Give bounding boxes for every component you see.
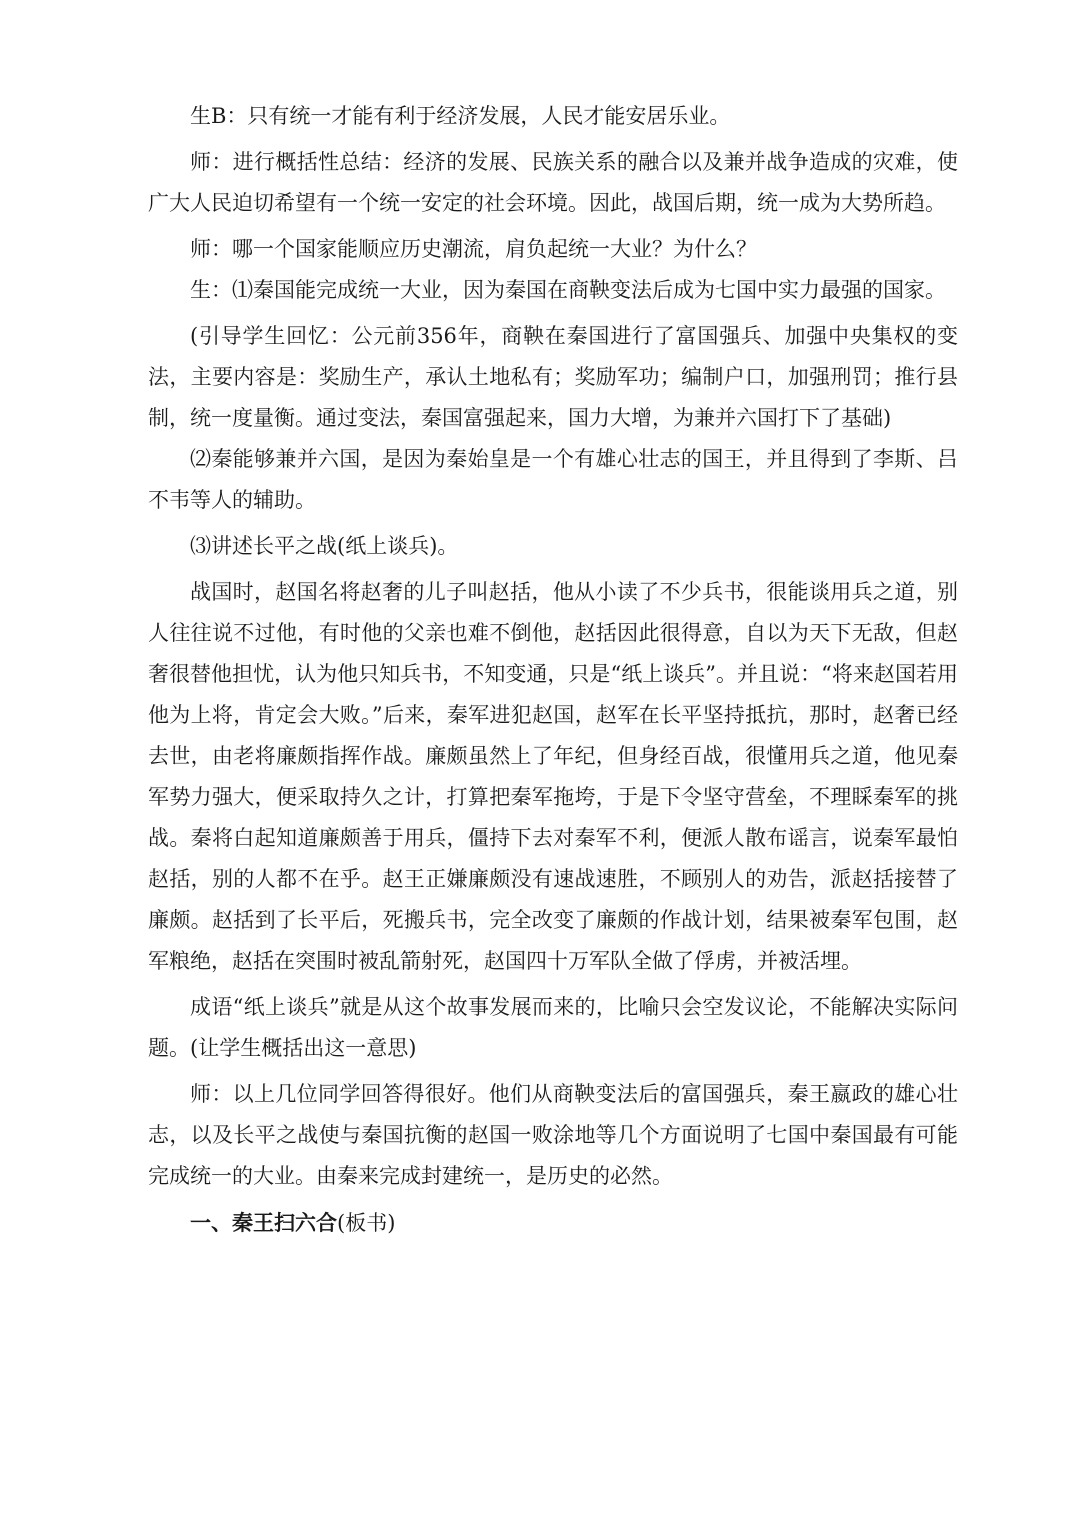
paragraph-teacher-summary: 师：进行概括性总结：经济的发展、民族关系的融合以及兼并战争造成的灾难，使广大人民迫切希望有一个统一安定的社会环境。因此，战国后期，统一成为大势所趋。 xyxy=(148,150,958,215)
paragraph-student-answer-1: 生：⑴秦国能完成统一大业，因为秦国在商鞅变法后成为七国中实力最强的国家。 xyxy=(190,278,946,302)
section-heading-note: (板书) xyxy=(337,1211,396,1235)
paragraph-reform-recall: (引导学生回忆：公元前356年，商鞅在秦国进行了富国强兵、加强中央集权的变法，主要内容是：奖励生产，承认土地私有；奖励军功；编制户口，加强刑罚；推行县制，统一度量衡。通过变法，秦国富强起来，国力大增，为兼并六国打下了基础) xyxy=(148,324,958,430)
paragraph-student-b: 生B：只有统一才能有利于经济发展，人民才能安居乐业。 xyxy=(190,104,731,128)
paragraph-teacher-question: 师：哪一个国家能顺应历史潮流，肩负起统一大业？为什么？ xyxy=(190,237,757,261)
paragraph-idiom-meaning: 成语“纸上谈兵”就是从这个故事发展而来的，比喻只会空发议论，不能解决实际问题。(让学生概括出这一意思) xyxy=(148,995,958,1060)
paragraph-changping-story: 战国时，赵国名将赵奢的儿子叫赵括，他从小读了不少兵书，很能谈用兵之道，别人往往说不过他，有时他的父亲也难不倒他，赵括因此很得意，自以为天下无敌，但赵奢很替他担忧，认为他只知兵书，不知变通，只是“纸上谈兵”。并且说：“将来赵国若用他为上将，肯定会大败。”后来，秦军进犯赵国，赵军在长平坚持抵抗，那时，赵奢已经去世，由老将廉颇指挥作战。廉颇虽然上了年纪，但身经百战，很懂用兵之道，他见秦军势力强大，便采取持久之计，打算把秦军拖垮，于是下令坚守营垒，不理睬秦军的挑战。秦将白起知道廉颇善于用兵，僵持下去对秦军不利，便派人散布谣言，说秦军最怕赵括，别的人都不在乎。赵王正嫌廉颇没有速战速胜，不顾别人的劝告，派赵括接替了廉颇。赵括到了长平后，死搬兵书，完全改变了廉颇的作战计划，结果被秦军包围，赵军粮绝，赵括在突围时被乱箭射死，赵国四十万军队全做了俘虏，并被活埋。 xyxy=(148,580,958,973)
document-body xyxy=(148,96,958,1244)
section-heading xyxy=(148,1202,958,1244)
section-heading-title: 一、秦王扫六合 xyxy=(190,1210,337,1235)
paragraph-teacher-conclusion: 师：以上几位同学回答得很好。他们从商鞅变法后的富国强兵，秦王嬴政的雄心壮志，以及长平之战使与秦国抗衡的赵国一败涂地等几个方面说明了七国中秦国最有可能完成统一的大业。由秦来完成封建统一，是历史的必然。 xyxy=(148,1082,958,1188)
paragraph-student-answer-3: ⑶讲述长平之战(纸上谈兵)。 xyxy=(190,534,459,558)
paragraph-student-answer-2: ⑵秦能够兼并六国，是因为秦始皇是一个有雄心壮志的国王，并且得到了李斯、吕不韦等人的辅助。 xyxy=(148,447,958,512)
